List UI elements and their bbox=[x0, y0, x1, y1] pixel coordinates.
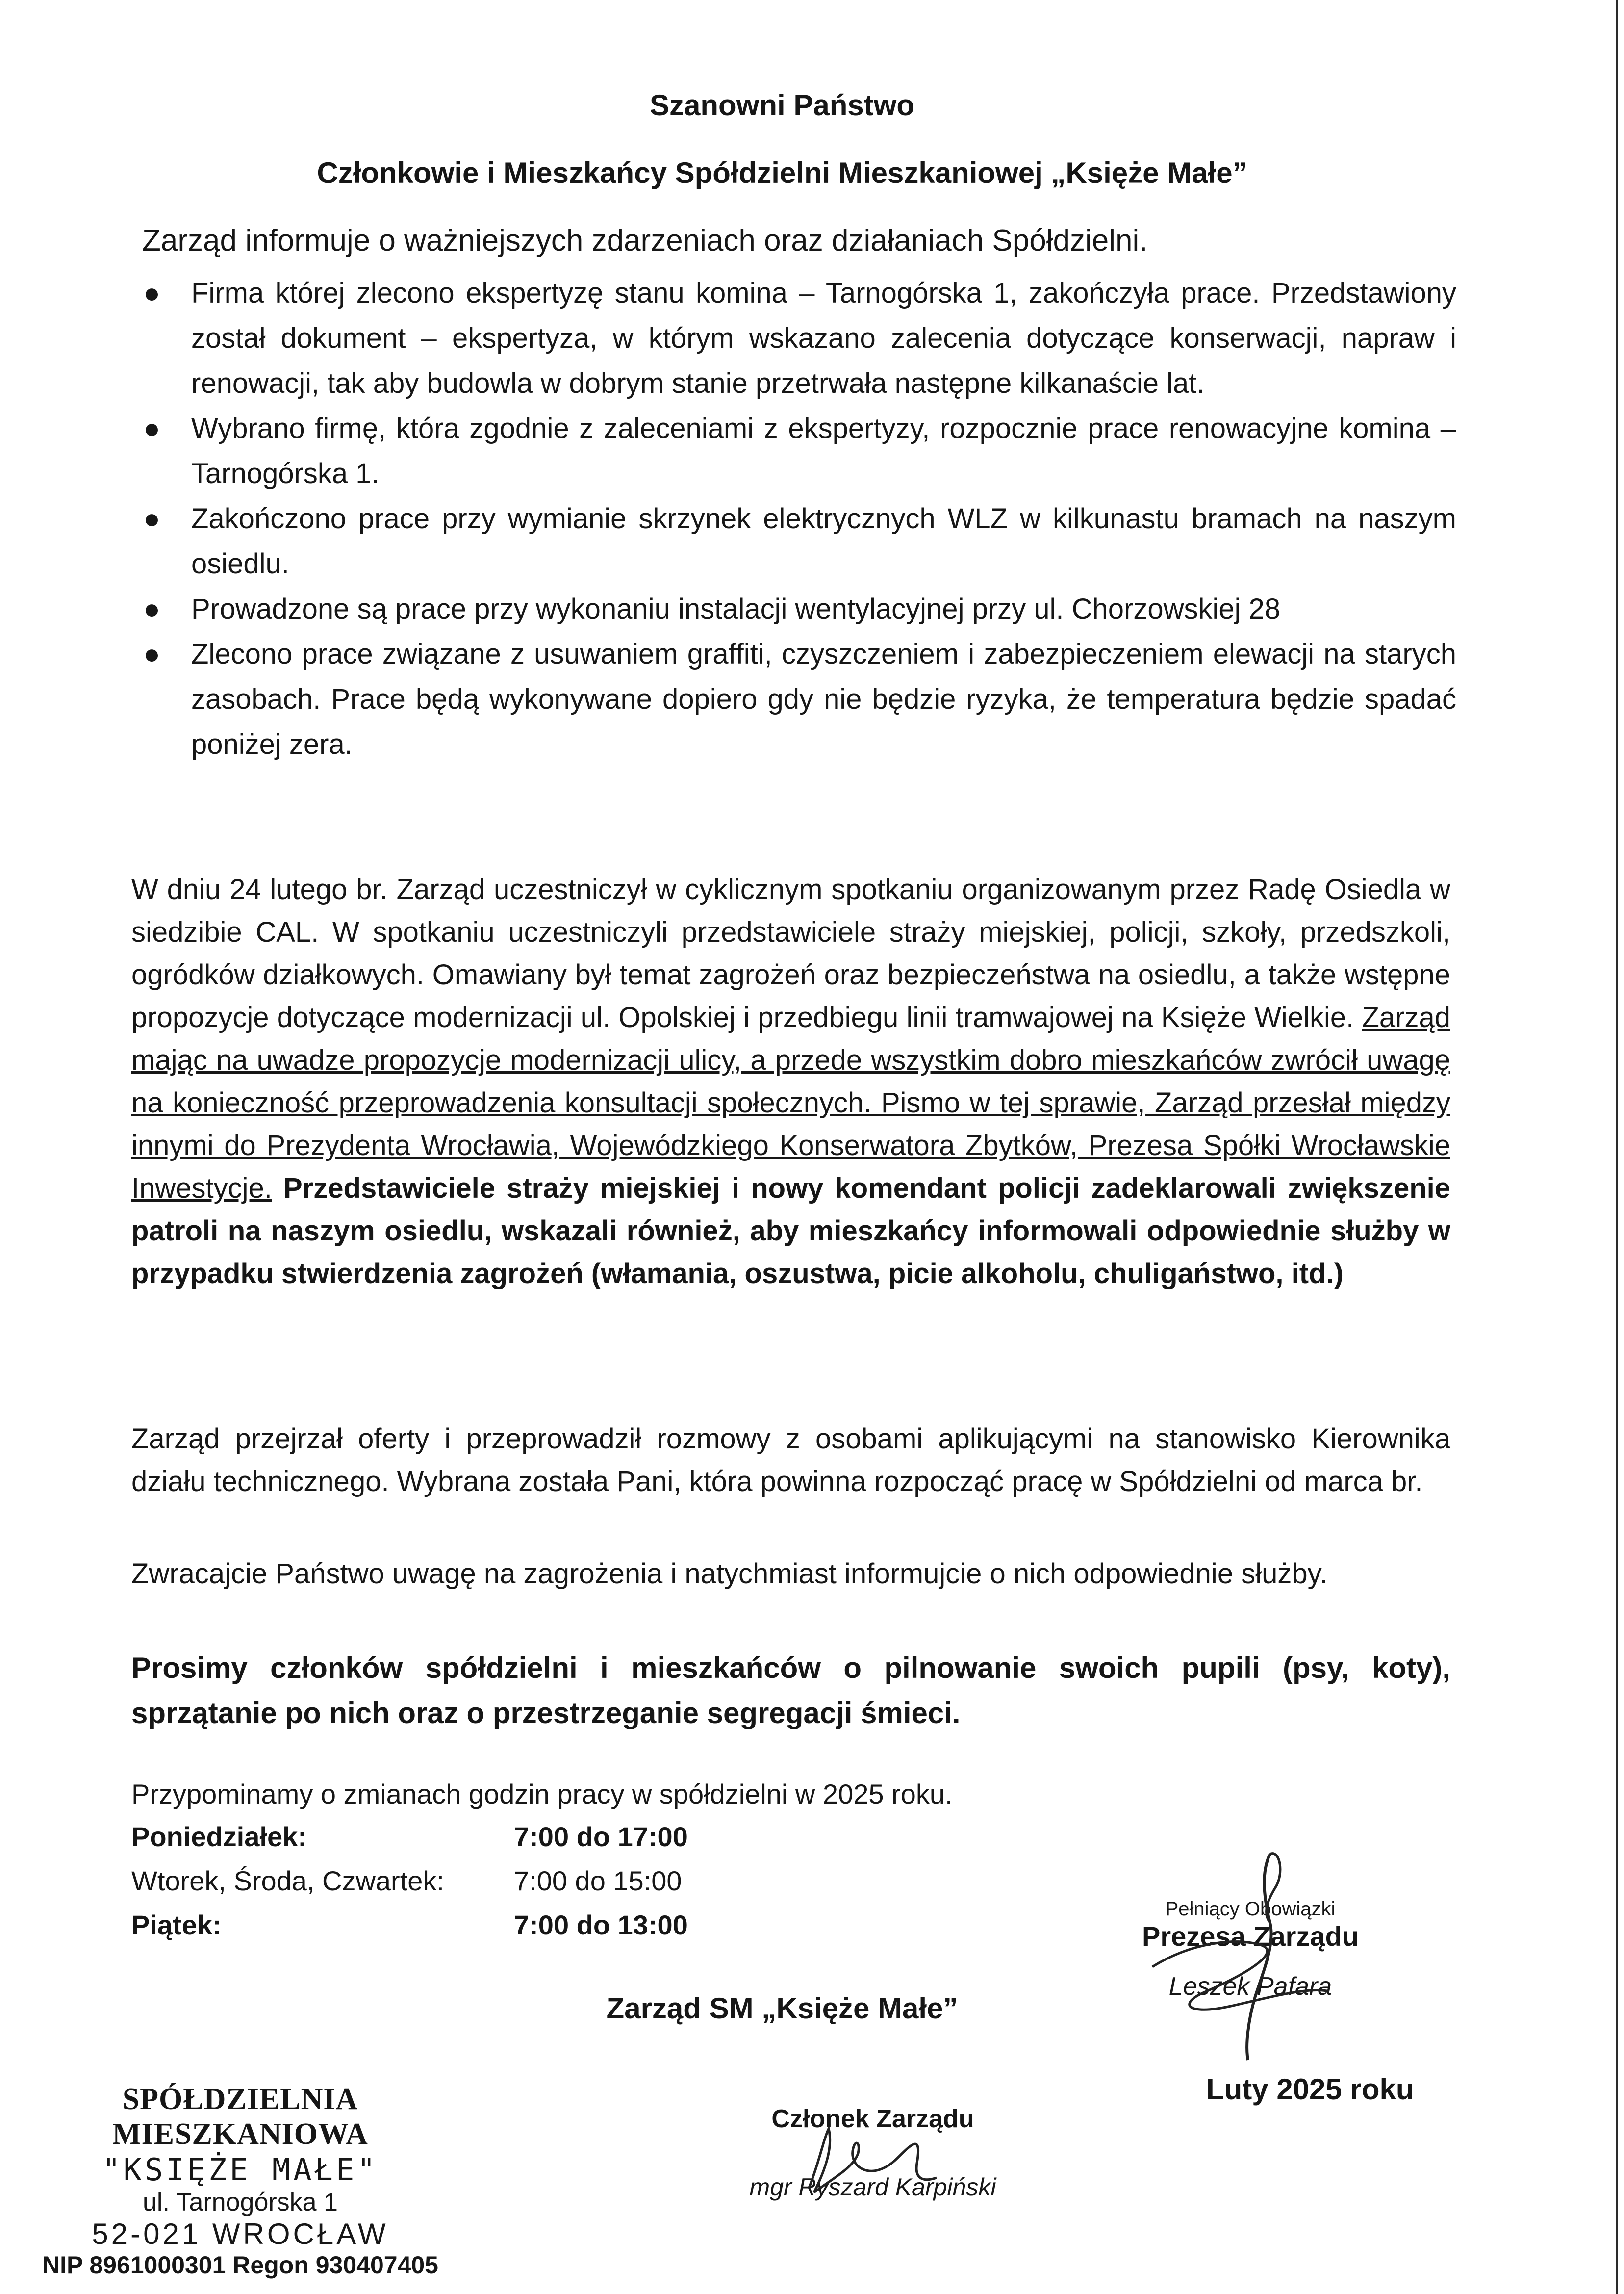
hours-day: Poniedziałek: bbox=[131, 1821, 307, 1852]
hours-intro: Przypominamy o zmianach godzin pracy w spółdzielni w 2025 roku. bbox=[131, 1778, 953, 1809]
president-role-line2: Prezesa Zarządu bbox=[1142, 1921, 1359, 1952]
president-role-line1: Pełniący Obowiązki bbox=[1165, 1898, 1336, 1920]
meeting-text: W dniu 24 lutego br. Zarząd uczestniczył w cyklicznym spotkaniu organizowanym przez Radę Osiedla w siedzibie CAL. W spotkaniu uczestniczyli przedstawiciele straży miejskiej, policji, szkoły, przedszkoli, ogródków działkowych. Omawiany był temat zagrożeń oraz bezpieczeństwa na osiedlu, a także wstępne propozycje dotyczące modernizacji ul. Opolskiej i przedbiegu linii tramwajowej na Księże Wielkie. bbox=[131, 874, 1450, 1033]
bullet-icon: ● bbox=[143, 412, 161, 444]
stamp-line4: 52-021 WROCŁAW bbox=[92, 2217, 389, 2250]
bullet-icon: ● bbox=[143, 277, 161, 309]
news-list bbox=[142, 271, 1456, 767]
president-signature bbox=[1123, 1844, 1378, 2070]
hours-time: 7:00 do 17:00 bbox=[514, 1821, 688, 1852]
bullet-icon: ● bbox=[143, 593, 161, 625]
hours-row bbox=[131, 1859, 808, 1903]
stamp-line1: SPÓŁDZIELNIA MIESZKANIOWA bbox=[112, 2083, 368, 2151]
list-item: ● Firma której zlecono ekspertyzę stanu komina – Tarnogórska 1, zakończyła prace. Przedstawiony został dokument – ekspertyza, w którym wskazano zalecenia dotyczące konserwacji, napraw i renowacji, tak aby budowla w dobrym stanie przetrwała następne kilkanaście lat. bbox=[142, 271, 1456, 406]
hours-time: 7:00 do 13:00 bbox=[514, 1909, 688, 1940]
stamp-line3: ul. Tarnogórska 1 bbox=[143, 2188, 338, 2217]
request-paragraph: Prosimy członków spółdzielni i mieszkańców o pilnowanie swoich pupili (psy, koty), sprzątanie po nich oraz o przestrzeganie segregacji śmieci. bbox=[131, 1651, 1450, 1729]
greeting-heading: Szanowni Państwo bbox=[649, 89, 915, 122]
list-item: ● Wybrano firmę, która zgodnie z zaleceniami z ekspertyzy, rozpocznie prace renowacyjne komina – Tarnogórska 1. bbox=[142, 406, 1456, 496]
letter-date: Luty 2025 roku bbox=[1206, 2073, 1414, 2106]
list-item: ● Prowadzone są prace przy wykonaniu instalacji wentylacyjnej przy ul. Chorzowskiej 28 bbox=[142, 587, 1456, 632]
stamp-line2: "KSIĘŻE MAŁE" bbox=[102, 2152, 379, 2188]
list-item: ● Zakończono prace przy wymianie skrzynek elektrycznych WLZ w kilkunastu bramach na naszym osiedlu. bbox=[142, 496, 1456, 587]
hours-table bbox=[131, 1815, 808, 1947]
member-signature bbox=[775, 2109, 961, 2207]
hiring-paragraph: Zarząd przejrzał oferty i przeprowadził rozmowy z osobami aplikującymi na stanowisko Kierownika działu technicznego. Wybrana została Pani, która powinna rozpocząć pracę w Spółdzielni od marca br. bbox=[131, 1423, 1450, 1497]
hours-day: Piątek: bbox=[131, 1909, 222, 1940]
list-item: ● Zlecono prace związane z usuwaniem graffiti, czyszczeniem i zabezpieczeniem elewacji na starych zasobach. Prace będą wykonywane dopiero gdy nie będzie ryzyka, że temperatura będzie spadać poniżej zera. bbox=[142, 632, 1456, 767]
stamp-line5: NIP 8961000301 Regon 930407405 bbox=[42, 2251, 438, 2279]
meeting-underlined-text: Zarząd mając na uwadze propozycje modernizacji ulicy, a przede wszystkim dobro mieszkańców zwrócił uwagę na konieczność przeprowadzenia konsultacji społecznych. Pismo w tej sprawie, Zarząd przesłał między innymi do Prezydenta Wrocławia, Wojewódzkiego Konserwatora Zbytków, Prezesa Spółki Wrocławskie Inwestycje. bbox=[131, 1002, 1450, 1204]
meeting-paragraph bbox=[131, 868, 1450, 1295]
warning-paragraph: Zwracajcie Państwo uwagę na zagrożenia i natychmiast informujcie o nich odpowiednie służby. bbox=[131, 1558, 1328, 1590]
page-edge-line bbox=[1616, 0, 1618, 2294]
hours-day: Wtorek, Środa, Czwartek: bbox=[131, 1865, 444, 1896]
hours-row bbox=[131, 1903, 808, 1947]
president-name: Leszek Pafara bbox=[1168, 1972, 1332, 2001]
member-role: Członek Zarządu bbox=[771, 2105, 974, 2133]
bullet-icon: ● bbox=[143, 638, 161, 670]
member-name: mgr Ryszard Karpiński bbox=[749, 2173, 996, 2201]
board-signoff: Zarząd SM „Księże Małe” bbox=[606, 1992, 958, 2025]
bullet-icon: ● bbox=[143, 503, 161, 535]
hours-row bbox=[131, 1815, 808, 1859]
meeting-bold-text: Przedstawiciele straży miejskiej i nowy komendant policji zadeklarowali zwiększenie patroli na naszym osiedlu, wskazali również, aby mieszkańcy informowali odpowiednie służby w przypadku stwierdzenia zagrożeń (włamania, oszustwa, picie alkoholu, chuligaństwo, itd.) bbox=[131, 1172, 1450, 1289]
intro-text: Zarząd informuje o ważniejszych zdarzeniach oraz działaniach Spółdzielni. bbox=[142, 224, 1148, 258]
addressees-heading: Członkowie i Mieszkańcy Spółdzielni Mieszkaniowej „Księże Małe” bbox=[317, 156, 1247, 189]
cooperative-stamp bbox=[29, 2082, 451, 2279]
hours-time: 7:00 do 15:00 bbox=[514, 1865, 682, 1896]
